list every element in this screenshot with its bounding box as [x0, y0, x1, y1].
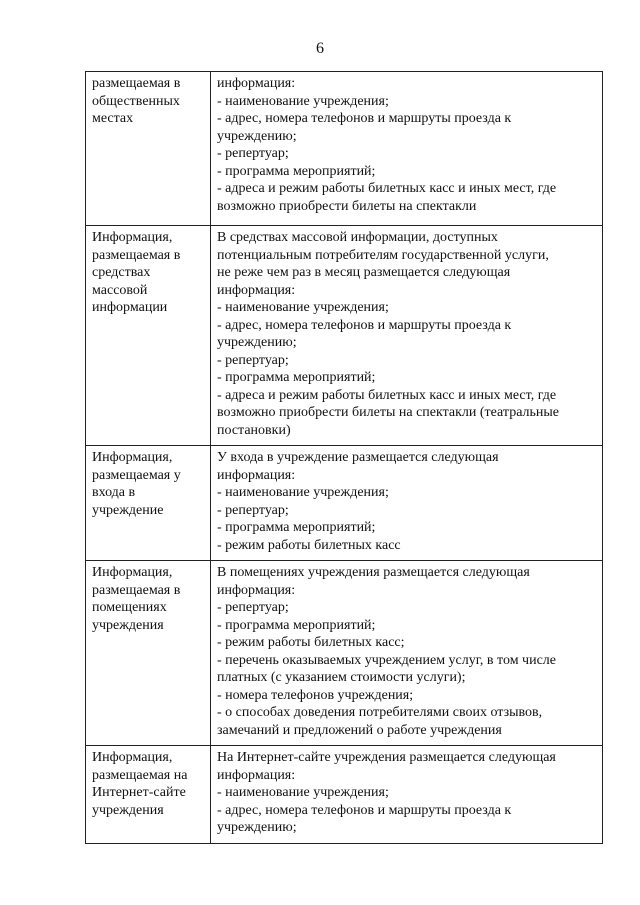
row-content-line: - репертуар;: [217, 600, 289, 615]
row-content-cell: [211, 226, 603, 446]
row-label-line: размещаемая в: [92, 247, 181, 263]
row-label-line: Информация,: [92, 750, 173, 765]
row-content-line: - репертуар;: [217, 352, 289, 368]
row-content-line: - наименование учреждения;: [217, 785, 389, 800]
row-content-line: замечаний и предложений о работе учреждения: [217, 722, 502, 738]
row-label-line: местах: [92, 111, 134, 126]
row-content-line: - программа мероприятий;: [217, 370, 376, 385]
table-row: [86, 226, 603, 446]
row-label-line: размещаемая в: [92, 582, 181, 598]
row-content-cell: [211, 446, 603, 561]
row-label-line: средствах: [92, 265, 151, 280]
row-content-line: - режим работы билетных касс: [217, 537, 401, 553]
row-content-line: - адреса и режим работы билетных касс и иных мест, где: [217, 181, 557, 196]
page-number: 6: [316, 40, 324, 57]
row-content-line: - репертуар;: [217, 502, 289, 518]
row-content-line: - программа мероприятий;: [217, 617, 376, 633]
row-label-line: Информация,: [92, 565, 173, 580]
row-label-line: Информация,: [92, 450, 173, 465]
row-content-line: В средствах массовой информации, доступных: [217, 230, 498, 245]
row-content-line: - репертуар;: [217, 146, 289, 161]
row-content-line: не реже чем раз в месяц размещается следующая: [217, 265, 511, 280]
row-content-line: информация:: [217, 282, 296, 298]
row-label-cell: [86, 746, 211, 844]
row-label-cell: [86, 226, 211, 446]
row-content-line: - режим работы билетных касс;: [217, 635, 405, 650]
table-row: [86, 746, 603, 844]
row-label-line: входа в: [92, 485, 136, 500]
row-content-line: - номера телефонов учреждения;: [217, 687, 414, 703]
row-content-line: - наименование учреждения;: [217, 93, 389, 109]
row-label-line: учреждения: [92, 617, 164, 633]
row-content-line: - адрес, номера телефонов и маршруты проезда к: [217, 802, 512, 818]
row-label-line: Интернет-сайте: [92, 785, 186, 800]
row-content-line: учреждению;: [217, 335, 297, 350]
row-label-line: Информация,: [92, 230, 173, 245]
row-content-line: возможно приобрести билеты на спектакли (театральные: [217, 405, 560, 420]
row-label-line: размещаемая у: [92, 467, 181, 483]
row-content-line: - наименование учреждения;: [217, 485, 389, 500]
row-label-line: размещаемая на: [92, 767, 188, 783]
row-content-line: У входа в учреждение размещается следующая: [217, 450, 499, 465]
row-content-line: - адрес, номера телефонов и маршруты проезда к: [217, 317, 512, 333]
row-content-line: На Интернет-сайте учреждения размещается следующая: [217, 750, 556, 765]
row-label-cell: [86, 72, 211, 226]
row-content-line: информация:: [217, 467, 296, 483]
row-content-line: - о способах доведения потребителями своих отзывов,: [217, 705, 543, 720]
row-content-line: возможно приобрести билеты на спектакли: [217, 198, 477, 214]
row-content-line: информация:: [217, 582, 296, 598]
row-label-line: помещениях: [92, 600, 167, 615]
row-label-line: учреждение: [92, 502, 164, 518]
row-content-line: - адрес, номера телефонов и маршруты проезда к: [217, 111, 512, 126]
row-label-line: массовой: [92, 282, 148, 298]
row-label-line: учреждения: [92, 802, 164, 818]
row-content-cell: [211, 72, 603, 226]
row-label-cell: [86, 561, 211, 746]
table-row: [86, 72, 603, 226]
row-content-line: - адреса и режим работы билетных касс и иных мест, где: [217, 387, 557, 403]
row-label-line: размещаемая в: [92, 76, 181, 91]
row-content-line: постановки): [217, 422, 291, 438]
row-content-line: учреждению;: [217, 820, 297, 835]
row-content-line: - перечень оказываемых учреждением услуг, в том числе: [217, 652, 556, 668]
row-label-cell: [86, 446, 211, 561]
row-content-line: учреждению;: [217, 128, 297, 144]
row-content-line: - наименование учреждения;: [217, 300, 389, 315]
info-table-body: [86, 72, 603, 844]
row-content-line: потенциальным потребителям государственной услуги,: [217, 247, 549, 263]
row-label-line: общественных: [92, 93, 180, 109]
row-content-line: информация:: [217, 76, 296, 91]
row-content-line: информация:: [217, 767, 296, 783]
row-content-cell: [211, 746, 603, 844]
row-content-line: платных (с указанием стоимости услуги);: [217, 670, 466, 685]
table-row: [86, 446, 603, 561]
info-table: [85, 71, 603, 844]
row-label-line: информации: [92, 300, 168, 315]
table-row: [86, 561, 603, 746]
row-content-line: - программа мероприятий;: [217, 520, 376, 535]
row-content-line: - программа мероприятий;: [217, 163, 376, 179]
row-content-cell: [211, 561, 603, 746]
row-content-line: В помещениях учреждения размещается следующая: [217, 565, 530, 580]
